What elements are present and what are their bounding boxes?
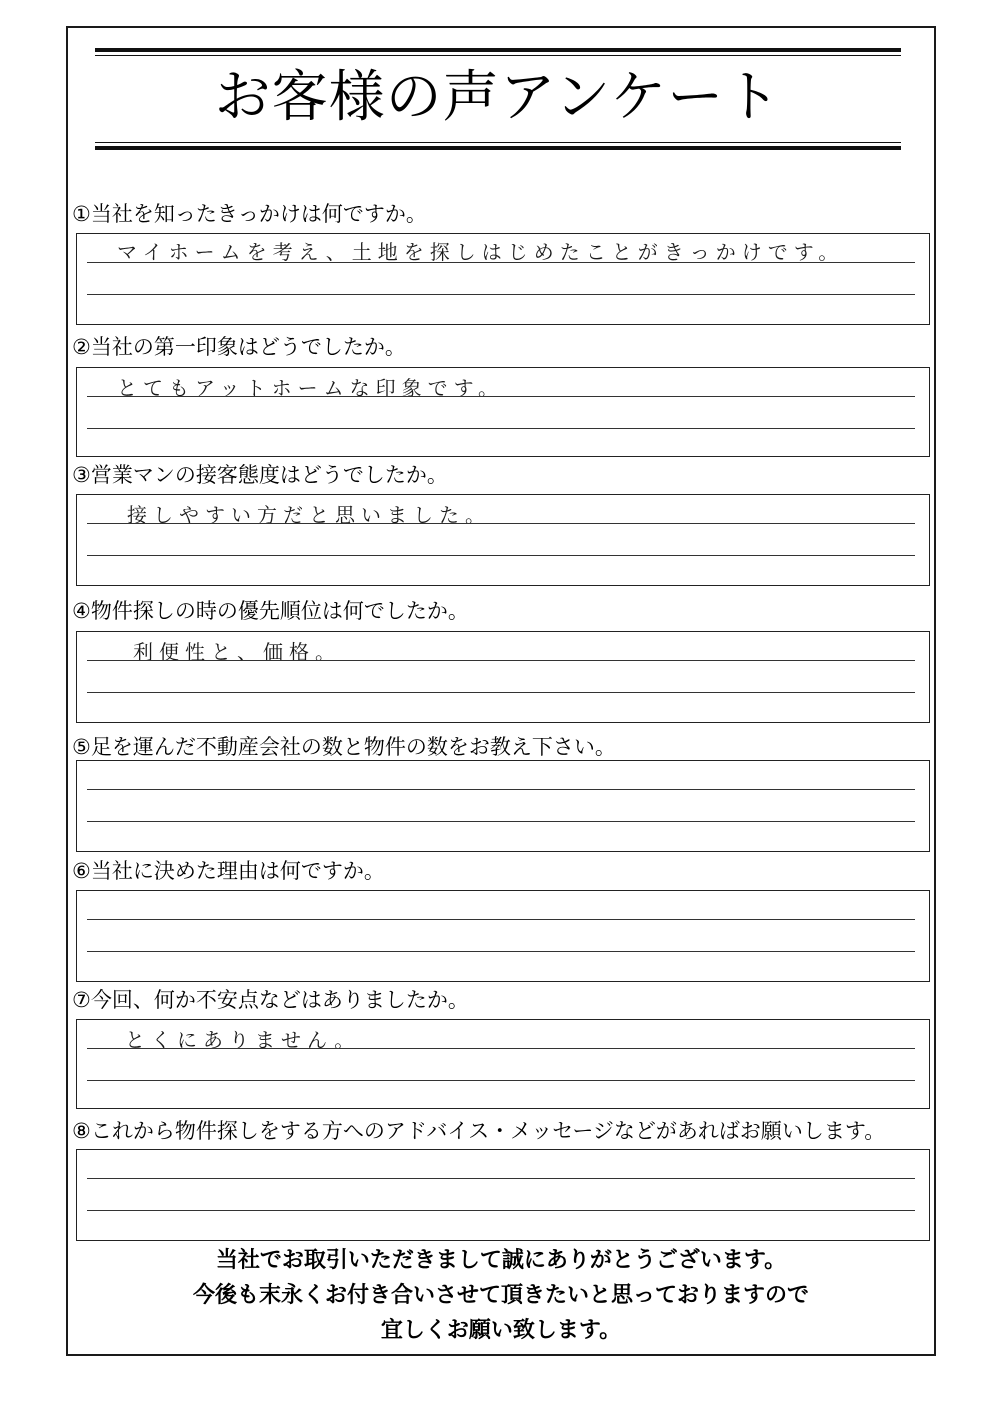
answer-1-box: [76, 233, 930, 325]
answer-1-text: マイホームを考え、土地を探しはじめたことがきっかけです。: [117, 240, 845, 264]
answer-line: [87, 294, 915, 295]
question-1-label: ①当社を知ったきっかけは何ですか。: [72, 202, 427, 226]
answer-7-box: [76, 1019, 930, 1109]
question-7-label: ⑦今回、何か不安点などはありましたか。: [72, 988, 469, 1012]
question-5-label: ⑤足を運んだ不動産会社の数と物件の数をお教え下さい。: [72, 735, 616, 759]
answer-7-text: とくにありません。: [125, 1028, 361, 1052]
answer-2-box: [76, 367, 930, 457]
answer-line: [87, 428, 915, 429]
answer-line: [87, 1178, 915, 1179]
answer-8-box: [76, 1149, 930, 1241]
answer-line: [87, 1048, 915, 1049]
footer-line-2: 今後も末永くお付き合いさせて頂きたいと思っておりますので: [192, 1283, 809, 1308]
answer-line: [87, 660, 915, 661]
question-3-label: ③営業マンの接客態度はどうでしたか。: [72, 463, 448, 487]
answer-line: [87, 1080, 915, 1081]
answer-line: [87, 692, 915, 693]
answer-line: [87, 951, 915, 952]
answer-3-text: 接しやすい方だと思いました。: [127, 503, 491, 527]
answer-line: [87, 789, 915, 790]
answer-4-text: 利便性と、価格。: [133, 640, 341, 664]
answer-line: [87, 396, 915, 397]
answer-line: [87, 262, 915, 263]
answer-line: [87, 919, 915, 920]
page-title: お客様の声アンケート: [214, 65, 782, 130]
question-4-label: ④物件探しの時の優先順位は何でしたか。: [72, 599, 469, 623]
title-top-rule: [95, 48, 901, 56]
answer-line: [87, 523, 915, 524]
answer-3-box: [76, 494, 930, 586]
answer-4-box: [76, 631, 930, 723]
answer-2-text: とてもアットホームな印象です。: [117, 376, 504, 400]
footer-line-3: 宜しくお願い致します。: [380, 1318, 622, 1343]
answer-line: [87, 821, 915, 822]
footer-line-1: 当社でお取引いただきまして誠にありがとうございます。: [215, 1248, 787, 1273]
question-6-label: ⑥当社に決めた理由は何ですか。: [72, 859, 385, 883]
answer-5-box: [76, 760, 930, 852]
title-bottom-rule: [95, 142, 901, 150]
answer-line: [87, 1210, 915, 1211]
question-2-label: ②当社の第一印象はどうでしたか。: [72, 335, 406, 359]
question-8-label: ⑧これから物件探しをする方へのアドバイス・メッセージなどがあればお願いします。: [72, 1119, 886, 1143]
answer-6-box: [76, 890, 930, 982]
answer-line: [87, 555, 915, 556]
